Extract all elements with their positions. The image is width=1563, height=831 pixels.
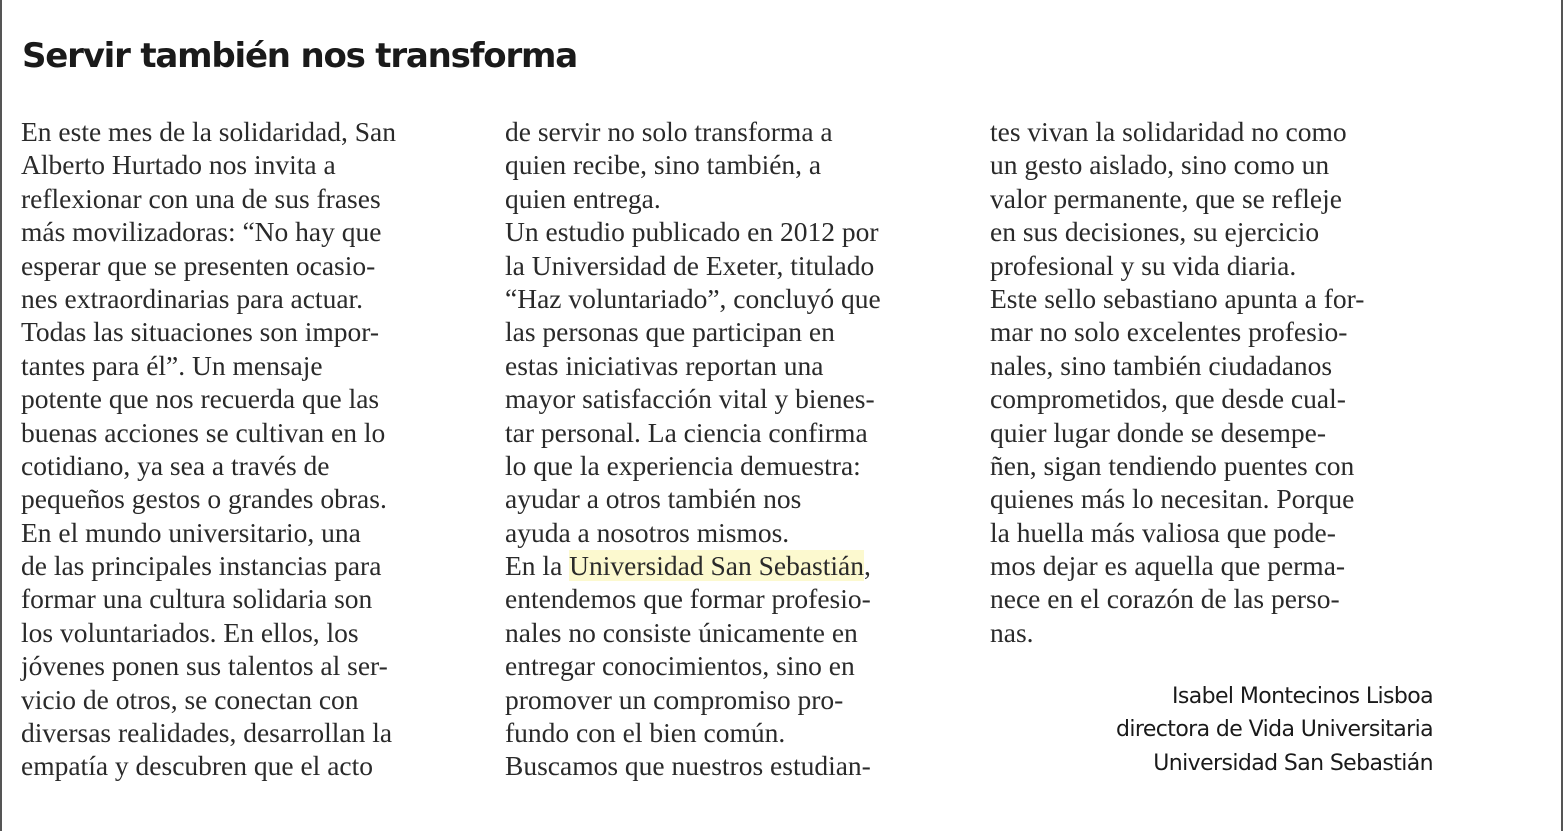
text-line: potente que nos recuerda que las [21, 383, 380, 415]
text-line: vicio de otros, se conectan con [21, 683, 359, 715]
text-line: tantes para él”. Un mensaje [21, 349, 323, 381]
text-line: buenas acciones se cultivan en lo [21, 416, 386, 448]
text-line: empatía y descubren que el acto [21, 750, 373, 782]
highlight-prefix: En la [505, 550, 570, 582]
text-line: pequeños gestos o grandes obras. [21, 483, 387, 515]
text-line: cotidiano, ya sea a través de [21, 449, 330, 481]
text-line: quier lugar donde se desempe- [990, 416, 1326, 448]
author-signature [1116, 680, 1433, 780]
text-line: quien recibe, sino también, a [505, 149, 822, 181]
text-line: ayuda a nosotros mismos. [505, 516, 790, 548]
text-line: tar personal. La ciencia confirma [505, 416, 868, 448]
text-line: nece en el corazón de las perso- [990, 583, 1340, 615]
headline: Servir también nos transforma [22, 36, 577, 76]
text-line: Este sello sebastiano apunta a for- [990, 282, 1365, 314]
text-line: fundo con el bien común. [505, 717, 786, 749]
text-line: Alberto Hurtado nos invita a [21, 149, 336, 181]
text-line: en sus decisiones, su ejercicio [990, 216, 1320, 248]
text-line: promover un compromiso pro- [505, 683, 844, 715]
text-line: más movilizadoras: “No hay que [21, 216, 382, 248]
highlight-suffix: , [863, 550, 871, 582]
text-line: “Haz voluntariado”, concluyó que [505, 282, 881, 314]
text-line: reflexionar con una de sus frases [21, 182, 381, 214]
text-line: nes extraordinarias para actuar. [21, 282, 364, 314]
text-line: lo que la experiencia demuestra: [505, 449, 861, 481]
column-1 [21, 115, 491, 783]
text-line: quienes más lo necesitan. Porque [990, 483, 1355, 515]
text-line: la Universidad de Exeter, titulado [505, 249, 875, 281]
text-line: ñen, sigan tendiendo puentes con [990, 449, 1355, 481]
text-line: mar no solo excelentes profesio- [990, 316, 1348, 348]
text-line: profesional y su vida diaria. [990, 249, 1297, 281]
text-line: Todas las situaciones son impor- [21, 316, 380, 348]
author-role: directora de Vida Universitaria [1116, 717, 1433, 743]
text-line: tes vivan la solidaridad no como [990, 116, 1347, 147]
text-line: entregar conocimientos, sino en [505, 650, 855, 682]
text-line: valor permanente, que se refleje [990, 182, 1342, 214]
text-line: esperar que se presenten ocasio- [21, 249, 376, 281]
text-line: mos dejar es aquella que perma- [990, 550, 1346, 582]
text-line: Buscamos que nuestros estudian- [505, 750, 871, 782]
text-line: diversas realidades, desarrollan la [21, 717, 393, 749]
highlighted-line [505, 549, 975, 582]
text-line: de servir no solo transforma a [505, 116, 833, 147]
column-2 [505, 115, 975, 783]
text-line: comprometidos, que desde cual- [990, 383, 1346, 415]
university-name-highlight: Universidad San Sebastián [569, 550, 864, 582]
text-line: de las principales instancias para [21, 550, 382, 582]
text-line: nales no consiste únicamente en [505, 616, 858, 648]
text-line: formar una cultura solidaria son [21, 583, 373, 615]
column-3 [990, 115, 1460, 649]
text-line: los voluntariados. En ellos, los [21, 616, 359, 648]
text-line: estas iniciativas reportan una [505, 349, 824, 381]
text-line: nales, sino también ciudadanos [990, 349, 1333, 381]
author-name: Isabel Montecinos Lisboa [1172, 684, 1433, 709]
text-line: nas. [990, 616, 1034, 648]
text-line: las personas que participan en [505, 316, 835, 348]
text-line: ayudar a otros también nos [505, 483, 802, 515]
text-line: entendemos que formar profesio- [505, 583, 871, 615]
text-line: Un estudio publicado en 2012 por [505, 216, 879, 248]
text-line: jóvenes ponen sus talentos al ser- [21, 650, 388, 682]
text-line: En este mes de la solidaridad, San [21, 116, 396, 147]
text-line: la huella más valiosa que pode- [990, 516, 1336, 548]
text-line: un gesto aislado, sino como un [990, 149, 1330, 181]
author-organization: Universidad San Sebastián [1153, 750, 1433, 776]
text-line: quien entrega. [505, 182, 661, 214]
text-line: mayor satisfacción vital y bienes- [505, 383, 875, 415]
text-line: En el mundo universitario, una [21, 516, 361, 548]
